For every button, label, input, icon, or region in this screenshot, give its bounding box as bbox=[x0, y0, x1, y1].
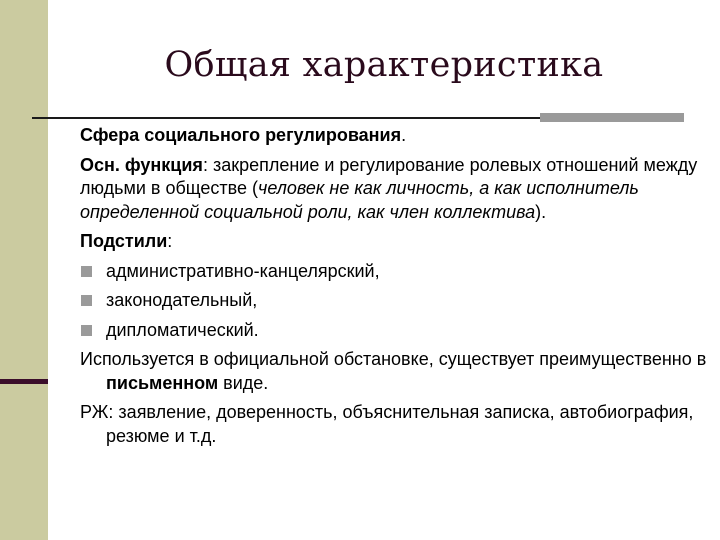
list-item bbox=[80, 260, 710, 284]
square-bullet-icon bbox=[81, 295, 92, 306]
genres-paragraph: РЖ: заявление, доверенность, объяснительная записка, автобиография, резюме и т.д. bbox=[80, 402, 694, 446]
title-underline-accent bbox=[540, 113, 684, 122]
function-paragraph bbox=[80, 154, 710, 225]
sphere-punct: . bbox=[401, 125, 407, 145]
slide-content bbox=[80, 124, 710, 454]
left-band-accent-stripe bbox=[0, 379, 48, 384]
usage-end: виде. bbox=[218, 372, 269, 393]
function-end: ). bbox=[535, 201, 547, 222]
sphere-paragraph bbox=[80, 124, 710, 148]
sphere-label: Сфера социального регулирования bbox=[80, 125, 402, 145]
substyles-label: Подстили bbox=[80, 231, 168, 251]
usage-text: Используется в официальной обстановке, существует преимущественно в bbox=[80, 349, 707, 369]
list-item bbox=[80, 289, 710, 313]
title-underline bbox=[32, 117, 542, 119]
function-italic-note: человек не как личность, а как исполнитель определенной социальной роли, как член коллектива bbox=[80, 178, 639, 222]
function-label: Осн. функция bbox=[80, 154, 203, 175]
list-item-text: законодательный, bbox=[106, 290, 258, 310]
substyles-heading bbox=[80, 230, 710, 254]
usage-bold-word: письменном bbox=[106, 372, 219, 393]
list-item-text: административно-канцелярский, bbox=[106, 260, 380, 281]
left-decorative-band bbox=[0, 0, 48, 540]
usage-paragraph bbox=[80, 348, 710, 395]
substyles-colon: : bbox=[167, 231, 173, 251]
function-text: : закрепление и регулирование ролевых отношений между людьми в обществе ( bbox=[80, 154, 698, 198]
square-bullet-icon bbox=[81, 266, 92, 277]
square-bullet-icon bbox=[81, 325, 92, 336]
list-item-text: дипломатический. bbox=[106, 319, 259, 340]
list-item bbox=[80, 319, 710, 343]
slide-title: Общая характеристика bbox=[164, 45, 604, 85]
